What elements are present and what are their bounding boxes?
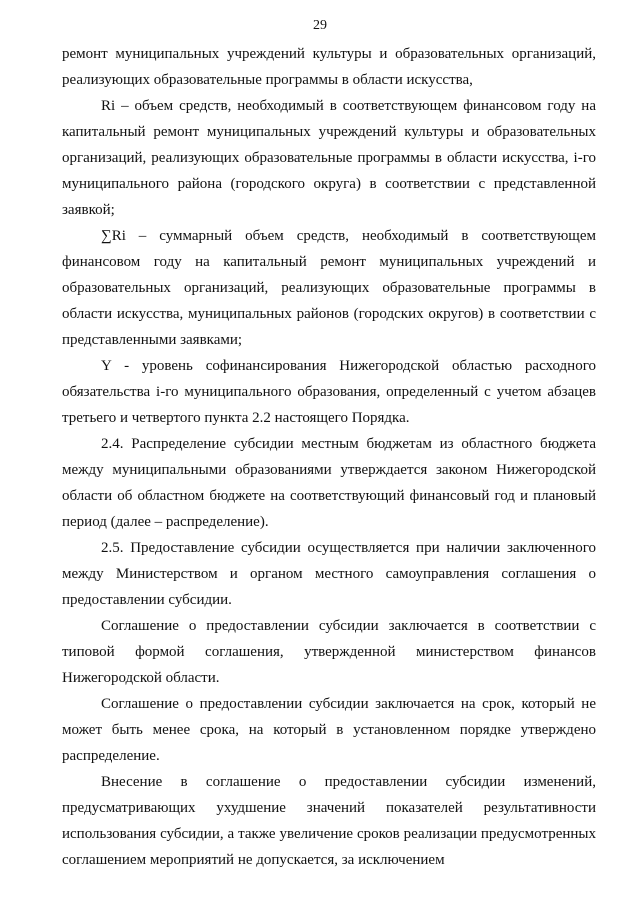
paragraph-sum-ri-definition: ∑Ri – суммарный объем средств, необходимый в соответствующем финансовом году на капитальный ремонт муниципальных учреждений и образовательных организаций, реализующих образовательные программы в области искусства, муниципальных районов (городских округов) в соответствии с представленными заявками;	[62, 228, 596, 348]
page-number: 29	[313, 18, 327, 33]
paragraph-agreement-changes: Внесение в соглашение о предоставлении субсидии изменений, предусматривающих ухудшение значений показателей результативности использования субсидии, а также увеличение сроков реализации предусмотренных соглашением мероприятий не допускается, за исключением	[62, 774, 596, 868]
paragraph-2-4: 2.4. Распределение субсидии местным бюджетам из областного бюджета между муниципальными образованиями утверждается законом Нижегородской области об областном бюджете на соответствующий финансовый год и плановый период (далее – распределение).	[62, 436, 596, 530]
document-body	[62, 41, 596, 873]
paragraph-continuation: ремонт муниципальных учреждений культуры и образовательных организаций, реализующих образовательные программы в области искусства,	[62, 46, 596, 88]
paragraph-ri-definition: Ri – объем средств, необходимый в соответствующем финансовом году на капитальный ремонт муниципальных учреждений культуры и образовательных организаций, реализующих образовательные программы в области искусства, i-го муниципального района (городского округа) в соответствии с представленной заявкой;	[62, 98, 596, 218]
paragraph-2-5: 2.5. Предоставление субсидии осуществляется при наличии заключенного между Министерством и органом местного самоуправления соглашения о предоставлении субсидии.	[62, 540, 596, 608]
paragraph-y-definition: Y - уровень софинансирования Нижегородской областью расходного обязательства i-го муниципального образования, определенный с учетом абзацев третьего и четвертого пункта 2.2 настоящего Порядка.	[62, 358, 596, 426]
paragraph-agreement-term: Соглашение о предоставлении субсидии заключается на срок, который не может быть менее срока, на который в установленном порядке утверждено распределение.	[62, 696, 596, 764]
paragraph-agreement-form: Соглашение о предоставлении субсидии заключается в соответствии с типовой формой соглашения, утвержденной министерством финансов Нижегородской области.	[62, 618, 596, 686]
